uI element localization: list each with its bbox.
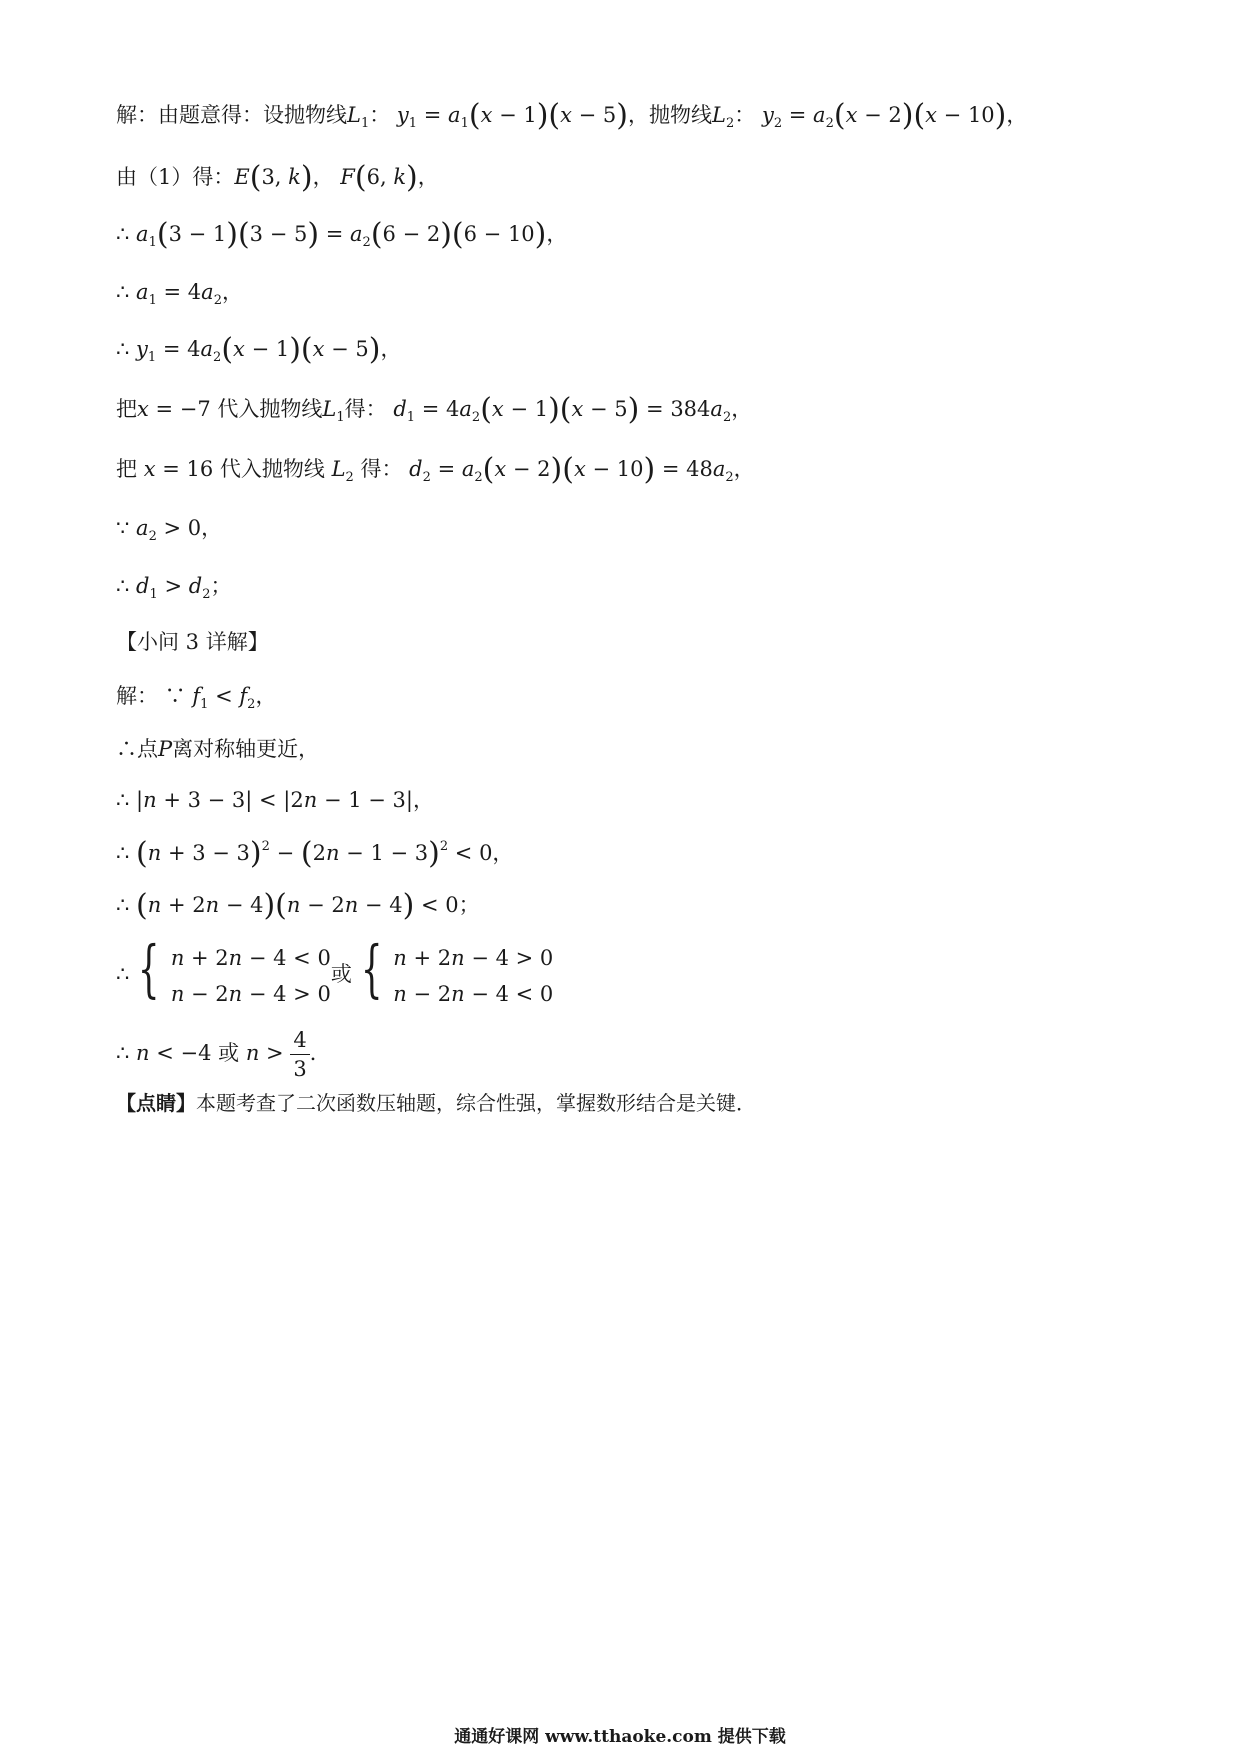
footer-text: 通通好课网 www.tthaoke.com 提供下载 xyxy=(454,1727,786,1747)
section-3-title: 【小问 3 详解】 xyxy=(116,630,269,654)
solution-line-5: ∴ $y_1 = 4a_2(x - 1)(x - 5)$， xyxy=(116,332,402,367)
text-or: 或 xyxy=(330,962,352,986)
text-solution: 解： xyxy=(116,684,158,708)
solution-line-7: 把 x = 16 代入抛物线 $L_2$ 得： $d_2 = a_2(x - 2)(x - 10) = 48a_2$， xyxy=(116,452,755,487)
text-from-1: 由（1）得： xyxy=(116,165,235,189)
solution-line-13: ∴ $(n + 3 - 3)^2 - (2n - 1 - 3)^2 < 0$， xyxy=(116,836,514,871)
solution-line-9: ∴ $d_1 > d_2$； xyxy=(116,574,232,602)
footer xyxy=(0,1722,1240,1747)
text-substitute: 代入抛物线 xyxy=(217,397,323,421)
section-3-heading xyxy=(116,626,269,656)
summary-line xyxy=(116,1087,756,1116)
text-mid: ，抛物线 xyxy=(628,103,713,127)
solution-line-4: ∴ $a_1 = 4a_2$， xyxy=(116,280,243,308)
solution-line-11: ∴点P离对称轴更近， xyxy=(116,737,320,761)
text-intro: 解：由题意得：设抛物线 xyxy=(116,103,347,127)
solution-line-6: 把x = −7 代入抛物线$L_1$得： $d_1 = 4a_2(x - 1)(x - 5) = 384a_2$， xyxy=(116,392,753,427)
solution-line-1: 解：由题意得：设抛物线$L_1$： $y_1 = a_1(x - 1)(x - 5)$，抛物线$L_2$： $y_2 = a_2(x - 2)(x - 10)$， xyxy=(116,98,1028,133)
text-get: 得： xyxy=(344,397,387,421)
solution-line-10: 解： ∵ $f_1 < f_2$， xyxy=(116,684,277,712)
text-point: 点 xyxy=(137,737,158,761)
solution-line-12: ∴ |n + 3 − 3| < |2n − 1 − 3|， xyxy=(116,788,434,812)
solution-line-2: 由（1）得：E(3, k)， F(6, k)， xyxy=(116,160,439,195)
solution-line-16: ∴ n < −4 或 n > $\frac{4}{3}$ ． xyxy=(116,1028,331,1081)
solution-line-8: ∵ $a_2 > 0$， xyxy=(116,516,223,544)
solution-line-3: ∴ $a_1(3 - 1)(3 - 5) = a_2(6 - 2)(6 - 10)$， xyxy=(116,217,568,252)
solution-line-15: ∴ { n + 2n − 4 < 0 n − 2n − 4 > 0 或 { n + 2n − 4 > 0 n − 2n − 4 < 0 xyxy=(116,932,554,1006)
summary-text: 本题考查了二次函数压轴题，综合性强，掌握数形结合是关键． xyxy=(196,1091,756,1115)
summary-label: 【点睛】 xyxy=(116,1091,196,1115)
text-closer: 离对称轴更近， xyxy=(172,737,320,761)
solution-line-14: ∴ (n + 2n − 4)(n − 2n − 4) < 0； xyxy=(116,888,480,923)
text-ba: 把 xyxy=(116,397,137,421)
